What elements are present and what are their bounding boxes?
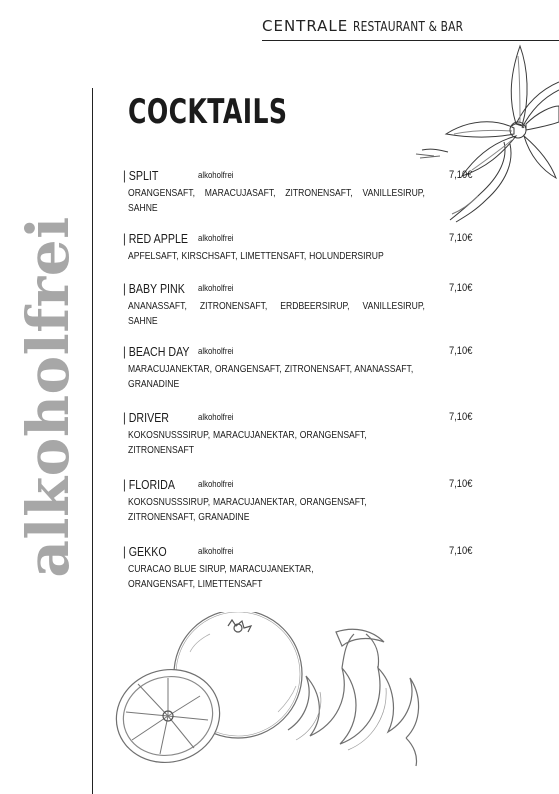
vertical-divider (92, 88, 93, 794)
item-description: KOKOSNUSSSIRUP, MARACUJANEKTAR, ORANGENSAFT, ZITRONENSAFT (128, 429, 367, 456)
brand-name: CENTRALE (262, 17, 349, 35)
item-description: APFELSAFT, KIRSCHSAFT, LIMETTENSAFT, HOLUNDERSIRUP (128, 250, 384, 262)
item-tag: alkoholfrei (198, 170, 234, 181)
item-price: 7,10€ (449, 169, 473, 181)
item-description: ANANASSAFT, ZITRONENSAFT, ERDBEERSIRUP, VANILLESIRUP, SAHNE (128, 300, 425, 327)
item-price: 7,10€ (449, 232, 473, 244)
restaurant-brand (262, 17, 488, 35)
item-tag: alkoholfrei (198, 412, 234, 423)
item-tag: alkoholfrei (198, 283, 234, 294)
menu-item (123, 410, 483, 458)
item-name: | BEACH DAY (123, 344, 190, 359)
item-name: | BABY PINK (123, 281, 185, 296)
item-tag: alkoholfrei (198, 346, 234, 357)
menu-item (123, 544, 483, 592)
item-price: 7,10€ (449, 478, 473, 490)
orange-fruit-icon (110, 612, 430, 772)
item-price: 7,10€ (449, 282, 473, 294)
menu-item (123, 477, 483, 525)
page-title: COCKTAILS (128, 92, 288, 132)
item-tag: alkoholfrei (198, 233, 234, 244)
side-label: alkoholfrei (14, 216, 82, 578)
item-name: | RED APPLE (123, 231, 188, 246)
item-description: ORANGENSAFT, MARACUJASAFT, ZITRONENSAFT, VANILLESIRUP, SAHNE (128, 187, 425, 214)
item-name: | DRIVER (123, 410, 170, 425)
menu-item (123, 281, 483, 329)
item-description: KOKOSNUSSSIRUP, MARACUJANEKTAR, ORANGENSAFT, ZITRONENSAFT, GRANADINE (128, 496, 367, 523)
menu-item (123, 168, 483, 216)
item-description: CURACAO BLUE SIRUP, MARACUJANEKTAR, ORANGENSAFT, LIMETTENSAFT (128, 563, 314, 590)
item-name: | SPLIT (123, 168, 159, 183)
brand-subtitle: RESTAURANT & BAR (353, 20, 464, 35)
menu-item (123, 344, 483, 392)
item-tag: alkoholfrei (198, 546, 234, 557)
item-price: 7,10€ (449, 411, 473, 423)
item-price: 7,10€ (449, 345, 473, 357)
item-description: MARACUJANEKTAR, ORANGENSAFT, ZITRONENSAFT, ANANASSAFT, GRANADINE (128, 363, 414, 390)
item-price: 7,10€ (449, 545, 473, 557)
item-name: | FLORIDA (123, 477, 175, 492)
item-name: | GEKKO (123, 544, 167, 559)
menu-item (123, 231, 483, 264)
item-tag: alkoholfrei (198, 479, 234, 490)
